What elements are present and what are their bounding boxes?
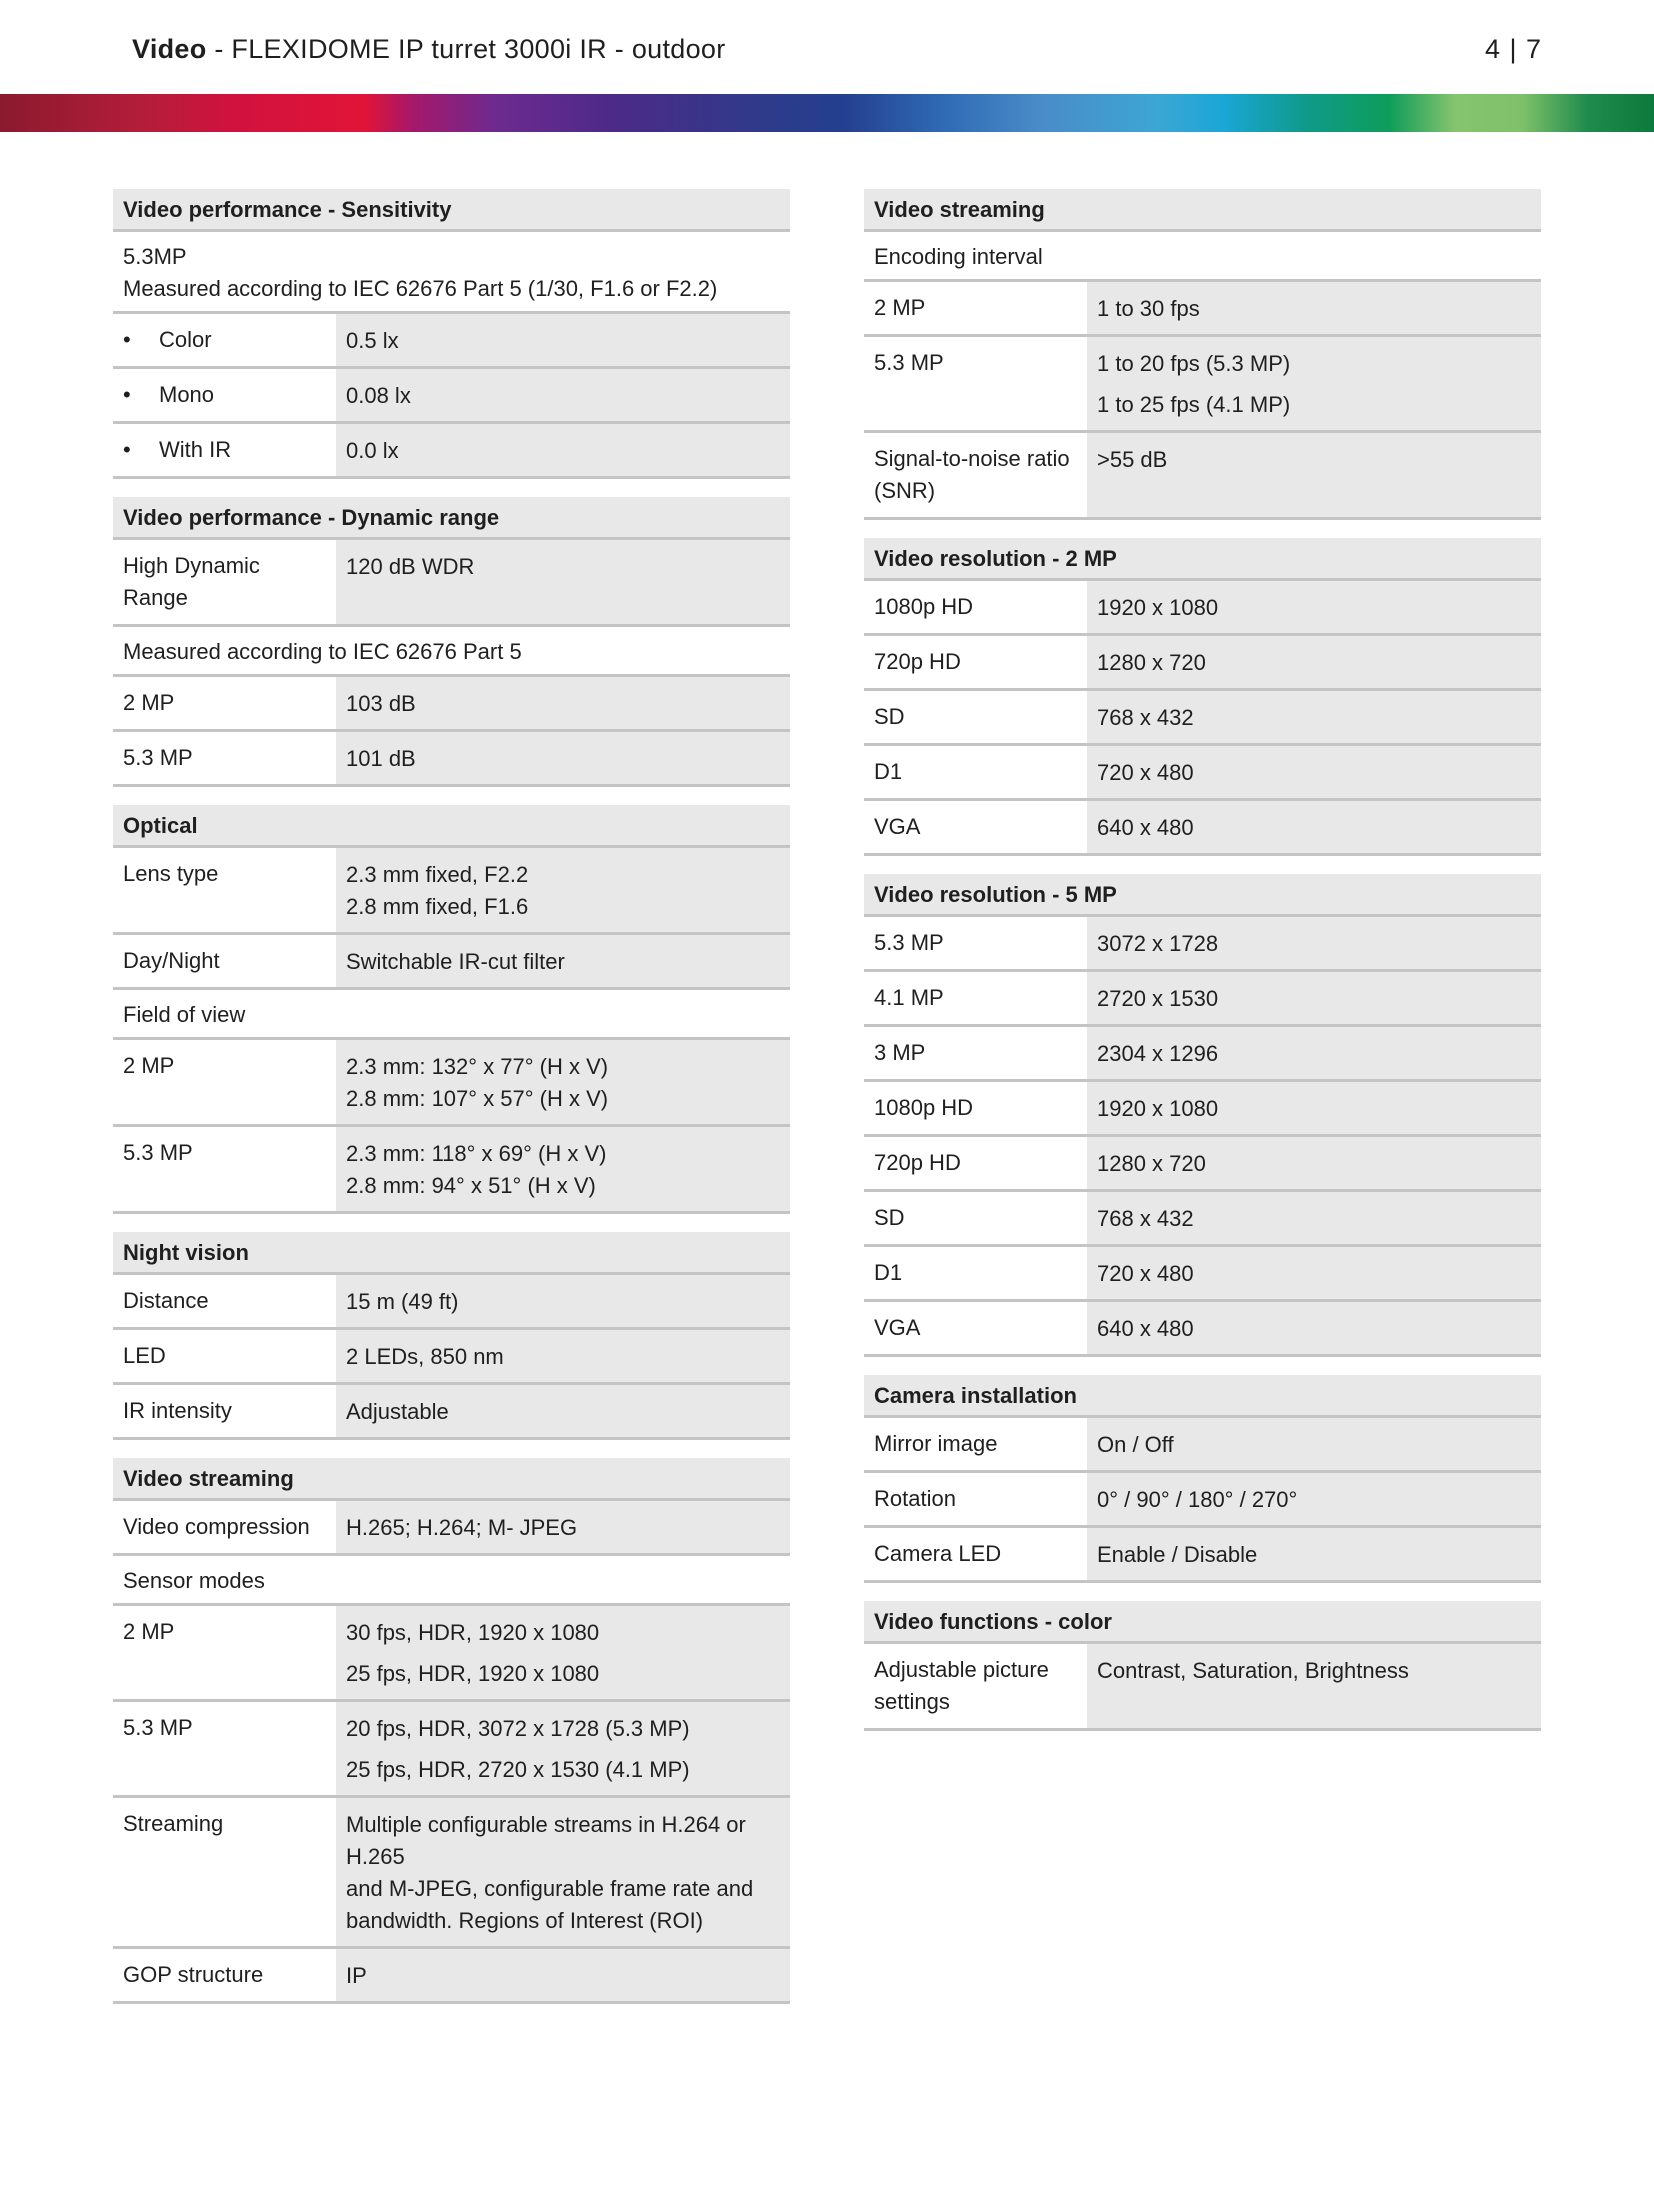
section-optical <box>113 805 790 1214</box>
row-value: 720 x 480 <box>1087 1247 1541 1299</box>
row-label: 2 MP <box>123 1619 175 1644</box>
table-row <box>864 433 1541 520</box>
row-label: GOP structure <box>123 1962 264 1987</box>
table-row <box>864 1644 1541 1731</box>
table-row <box>113 1702 790 1798</box>
value-line: 30 fps, HDR, 1920 x 1080 <box>346 1620 600 1645</box>
row-label-text: With IR <box>159 437 232 462</box>
section-note <box>113 990 790 1040</box>
section-camera-installation <box>864 1375 1541 1583</box>
value-line: Multiple configurable streams in H.264 or H.265 <box>346 1812 746 1869</box>
bullet-icon: • <box>123 327 131 352</box>
row-value: IP <box>336 1949 790 2001</box>
table-row <box>864 1192 1541 1247</box>
row-label: D1 <box>874 1260 903 1285</box>
section-video-streaming-left <box>113 1458 790 2004</box>
table-row <box>864 1418 1541 1473</box>
document-title-product: - FLEXIDOME IP turret 3000i IR - outdoor <box>206 34 726 64</box>
table-row <box>864 581 1541 636</box>
note-line: Encoding interval <box>874 244 1043 269</box>
label-line: (SNR) <box>874 478 936 503</box>
row-value: 640 x 480 <box>1087 801 1541 853</box>
row-value: 120 dB WDR <box>336 540 790 624</box>
row-value: 2 LEDs, 850 nm <box>336 1330 790 1382</box>
table-row <box>113 1127 790 1214</box>
table-row <box>113 1501 790 1556</box>
section-note <box>113 232 790 314</box>
row-label: Distance <box>123 1288 209 1313</box>
row-label: 720p HD <box>874 1150 961 1175</box>
row-label-text: Mono <box>159 382 215 407</box>
table-row <box>113 732 790 787</box>
row-value: 1920 x 1080 <box>1087 581 1541 633</box>
value-line: 2.8 mm fixed, F1.6 <box>346 894 529 919</box>
section-title: Video resolution - 5 MP <box>864 874 1541 917</box>
section-sensitivity <box>113 189 790 479</box>
table-row <box>113 677 790 732</box>
section-title: Night vision <box>113 1232 790 1275</box>
table-row <box>864 917 1541 972</box>
section-night-vision <box>113 1232 790 1440</box>
table-row <box>113 540 790 627</box>
row-value <box>336 1606 790 1699</box>
left-column <box>113 189 790 2022</box>
value-line: 2.3 mm fixed, F2.2 <box>346 862 529 887</box>
row-label <box>113 314 336 366</box>
value-line: 2.8 mm: 94° x 51° (H x V) <box>346 1173 596 1198</box>
row-label: 2 MP <box>874 295 926 320</box>
table-row <box>864 746 1541 801</box>
row-value: Switchable IR-cut filter <box>336 935 790 987</box>
row-label: 2 MP <box>123 1053 175 1078</box>
row-label: Rotation <box>874 1486 956 1511</box>
table-row <box>864 691 1541 746</box>
row-value: 1280 x 720 <box>1087 636 1541 688</box>
row-value: 2720 x 1530 <box>1087 972 1541 1024</box>
brand-color-band <box>0 94 1654 132</box>
note-line: Sensor modes <box>123 1568 265 1593</box>
table-row <box>864 1247 1541 1302</box>
section-resolution-5mp <box>864 874 1541 1357</box>
value-line: 1 to 20 fps (5.3 MP) <box>1097 351 1291 376</box>
row-label <box>864 1644 1087 1728</box>
row-value: 640 x 480 <box>1087 1302 1541 1354</box>
row-value <box>1087 337 1541 430</box>
value-line: 25 fps, HDR, 1920 x 1080 <box>346 1661 600 1686</box>
table-row <box>113 1606 790 1702</box>
row-label: Streaming <box>123 1811 224 1836</box>
row-value <box>336 1798 790 1946</box>
row-label: 1080p HD <box>874 594 974 619</box>
table-row <box>864 636 1541 691</box>
value-line: bandwidth. Regions of Interest (ROI) <box>346 1908 704 1933</box>
table-row <box>113 935 790 990</box>
row-label: Day/Night <box>123 948 220 973</box>
row-value: 0.08 lx <box>336 369 790 421</box>
row-label: 5.3 MP <box>123 1715 193 1740</box>
row-label: Lens type <box>123 861 219 886</box>
table-row <box>864 1302 1541 1357</box>
section-title: Video performance - Dynamic range <box>113 497 790 540</box>
bullet-icon: • <box>123 382 131 407</box>
row-value <box>336 1702 790 1795</box>
value-line: 1 to 25 fps (4.1 MP) <box>1097 392 1291 417</box>
row-label: High Dynamic Range <box>123 553 260 610</box>
table-row <box>864 972 1541 1027</box>
section-title: Video performance - Sensitivity <box>113 189 790 232</box>
table-row <box>864 1528 1541 1583</box>
value-line: 2.3 mm: 132° x 77° (H x V) <box>346 1054 609 1079</box>
row-label: 4.1 MP <box>874 985 944 1010</box>
note-line: Field of view <box>123 1002 246 1027</box>
row-label: IR intensity <box>123 1398 232 1423</box>
table-row <box>113 1330 790 1385</box>
row-label: VGA <box>874 814 921 839</box>
row-value: 720 x 480 <box>1087 746 1541 798</box>
table-row <box>113 1385 790 1440</box>
row-label: SD <box>874 704 905 729</box>
table-row <box>864 1027 1541 1082</box>
row-value <box>336 848 790 932</box>
row-label <box>113 369 336 421</box>
document-title-category: Video <box>132 34 207 64</box>
value-line: 20 fps, HDR, 3072 x 1728 (5.3 MP) <box>346 1716 690 1741</box>
row-label: LED <box>123 1343 166 1368</box>
row-label: D1 <box>874 759 903 784</box>
table-row <box>864 1137 1541 1192</box>
row-label <box>113 424 336 476</box>
row-label: 720p HD <box>874 649 961 674</box>
value-line: 25 fps, HDR, 2720 x 1530 (4.1 MP) <box>346 1757 690 1782</box>
document-title <box>132 34 726 65</box>
section-title: Video streaming <box>864 189 1541 232</box>
section-title: Camera installation <box>864 1375 1541 1418</box>
table-row <box>113 848 790 935</box>
table-row <box>864 282 1541 337</box>
note-line: 5.3MP <box>123 244 187 269</box>
row-value: 1280 x 720 <box>1087 1137 1541 1189</box>
row-value <box>336 1127 790 1211</box>
table-row <box>113 1798 790 1949</box>
row-value: 0.0 lx <box>336 424 790 476</box>
table-row <box>864 801 1541 856</box>
note-line: Measured according to IEC 62676 Part 5 <box>123 639 522 664</box>
row-label: 2 MP <box>123 690 175 715</box>
row-label-text: Color <box>159 327 212 352</box>
section-video-streaming-right <box>864 189 1541 520</box>
section-title: Video functions - color <box>864 1601 1541 1644</box>
row-label: 3 MP <box>874 1040 926 1065</box>
table-row <box>864 337 1541 433</box>
row-label: 5.3 MP <box>874 350 944 375</box>
table-row <box>113 424 790 479</box>
row-value: On / Off <box>1087 1418 1541 1470</box>
section-note <box>113 1556 790 1606</box>
note-line: Measured according to IEC 62676 Part 5 (1/30, F1.6 or F2.2) <box>123 276 718 301</box>
row-label: Camera LED <box>874 1541 1002 1566</box>
row-value: 3072 x 1728 <box>1087 917 1541 969</box>
section-title: Video streaming <box>113 1458 790 1501</box>
section-video-functions <box>864 1601 1541 1731</box>
row-value: >55 dB <box>1087 433 1541 517</box>
table-row <box>113 314 790 369</box>
row-value: 768 x 432 <box>1087 1192 1541 1244</box>
bullet-icon: • <box>123 437 131 462</box>
row-label <box>864 433 1087 517</box>
row-label: Mirror image <box>874 1431 998 1456</box>
table-row <box>113 1040 790 1127</box>
right-column <box>864 189 1541 1749</box>
value-line: and M-JPEG, configurable frame rate and <box>346 1876 754 1901</box>
value-line: 2.3 mm: 118° x 69° (H x V) <box>346 1141 607 1166</box>
row-value: 1 to 30 fps <box>1087 282 1541 334</box>
row-value: 0.5 lx <box>336 314 790 366</box>
row-label: SD <box>874 1205 905 1230</box>
row-value: 1920 x 1080 <box>1087 1082 1541 1134</box>
row-value: 101 dB <box>336 732 790 784</box>
row-label: VGA <box>874 1315 921 1340</box>
table-row <box>113 369 790 424</box>
page-number: 4 | 7 <box>1484 34 1542 64</box>
table-row <box>864 1473 1541 1528</box>
section-title: Optical <box>113 805 790 848</box>
row-value: Contrast, Saturation, Brightness <box>1087 1644 1541 1728</box>
table-row <box>864 1082 1541 1137</box>
row-value: 768 x 432 <box>1087 691 1541 743</box>
row-value: Enable / Disable <box>1087 1528 1541 1580</box>
row-label: 5.3 MP <box>874 930 944 955</box>
row-value <box>336 1040 790 1124</box>
section-resolution-2mp <box>864 538 1541 856</box>
section-note <box>113 627 790 677</box>
row-label: 1080p HD <box>874 1095 974 1120</box>
section-title: Video resolution - 2 MP <box>864 538 1541 581</box>
page-header <box>132 34 1542 70</box>
row-label: 5.3 MP <box>123 745 193 770</box>
row-value: Adjustable <box>336 1385 790 1437</box>
row-value: 0° / 90° / 180° / 270° <box>1087 1473 1541 1525</box>
row-value: 15 m (49 ft) <box>336 1275 790 1327</box>
row-value: H.265; H.264; M- JPEG <box>336 1501 790 1553</box>
row-value: 103 dB <box>336 677 790 729</box>
row-label: Video compression <box>123 1514 310 1539</box>
section-dynamic-range <box>113 497 790 787</box>
row-label: 5.3 MP <box>123 1140 193 1165</box>
value-line: 2.8 mm: 107° x 57° (H x V) <box>346 1086 609 1111</box>
row-value: 2304 x 1296 <box>1087 1027 1541 1079</box>
table-row <box>113 1949 790 2004</box>
label-line: Adjustable picture <box>874 1657 1049 1682</box>
label-line: settings <box>874 1689 950 1714</box>
section-note <box>864 232 1541 282</box>
table-row <box>113 1275 790 1330</box>
label-line: Signal-to-noise ratio <box>874 446 1070 471</box>
